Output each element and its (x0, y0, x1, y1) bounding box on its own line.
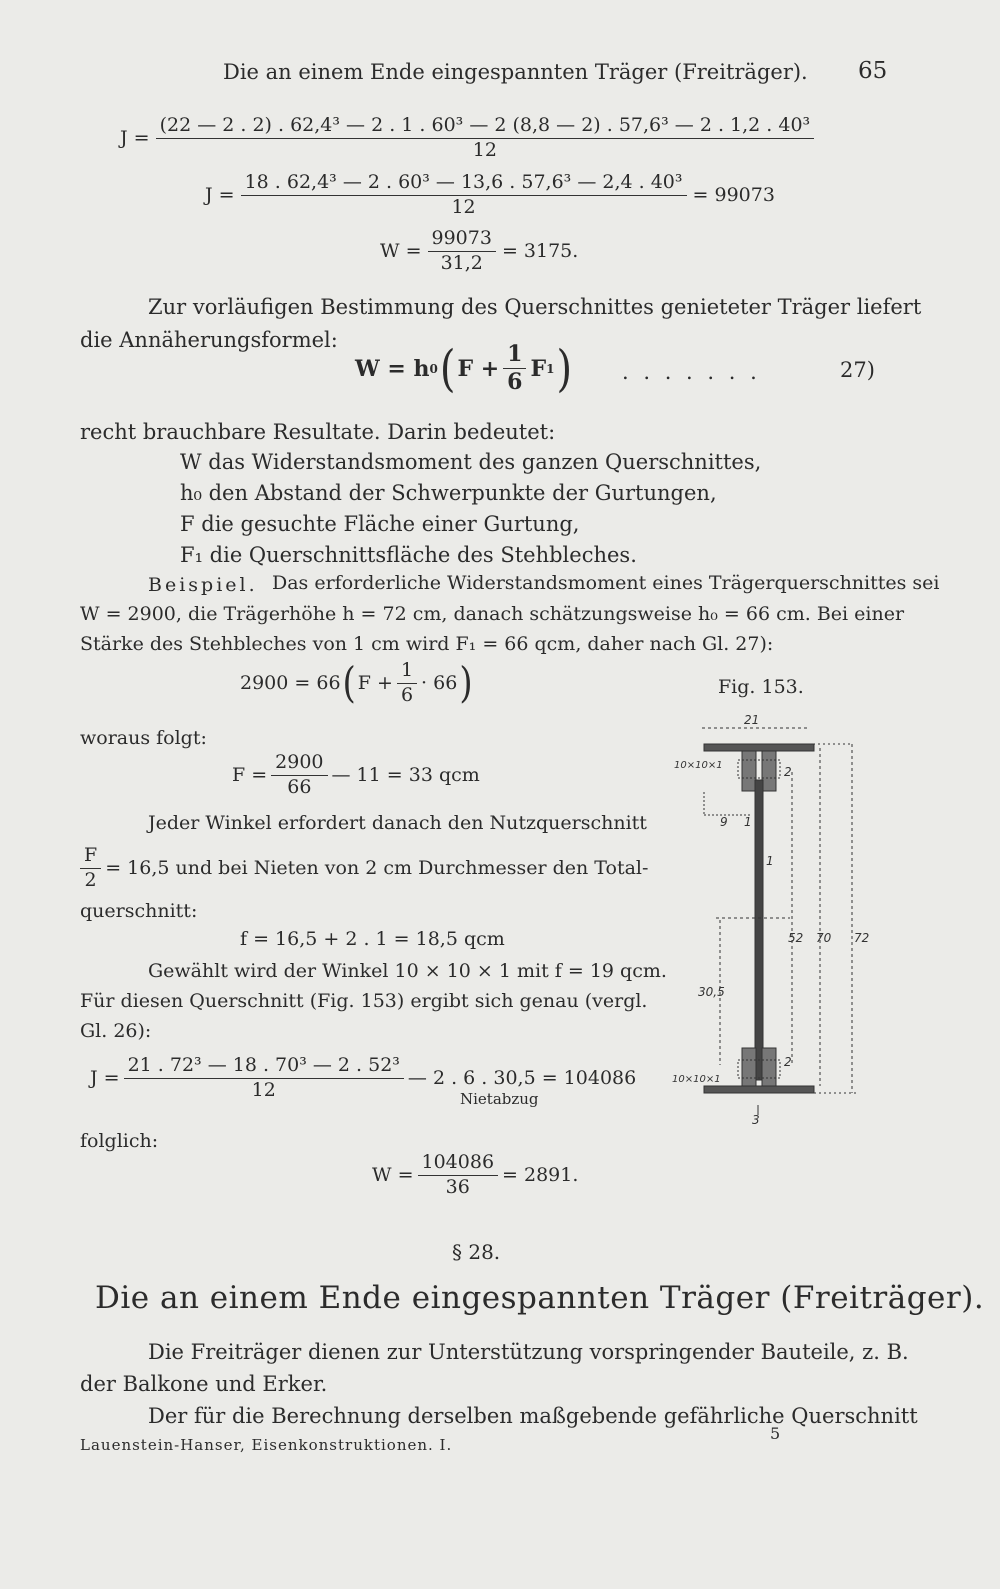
paragraph-line: Der für die Berechnung derselben maßgebende gefährliche Querschnitt (148, 1404, 918, 1428)
paragraph-line: W = 2900, die Trägerhöhe h = 72 cm, danach schätzungsweise h₀ = 66 cm. Bei einer (80, 603, 905, 625)
numerator: 104086 (418, 1152, 499, 1176)
dim-label-52: 52 (788, 931, 804, 945)
numerator: 18 . 62,4³ — 2 . 60³ — 13,6 . 57,6³ — 2,4 . 40³ (241, 172, 687, 196)
paragraph-line: Zur vorläufigen Bestimmung des Querschnittes genieteter Träger liefert (148, 295, 922, 319)
paren-open: ( (342, 658, 356, 709)
paragraph-line: die Annäherungsformel: (80, 328, 338, 352)
angle-label-bottom: 10×10×1 (672, 1074, 721, 1085)
w-label: W = (380, 240, 422, 263)
denominator: 6 (400, 683, 414, 706)
dim-label-3: 3 (752, 1113, 760, 1127)
equation-f (232, 752, 480, 799)
definition-item: h₀ den Abstand der Schwerpunkte der Gurtungen, (180, 481, 717, 505)
running-title: Die an einem Ende eingespannten Träger (Freiträger). (223, 60, 808, 84)
numerator: 21 . 72³ — 18 . 70³ — 2 . 52³ (124, 1055, 404, 1079)
paragraph-line: Die Freiträger dienen zur Unterstützung vorspringender Bauteile, z. B. (148, 1340, 909, 1364)
fraction (80, 845, 101, 892)
fraction (397, 660, 417, 707)
paragraph-line: Stärke des Stehbleches von 1 cm wird F₁ = 66 qcm, daher nach Gl. 27): (80, 633, 774, 655)
bottom-flange-plate (704, 1086, 814, 1093)
definition-item: F₁ die Querschnittsfläche des Stehbleches. (180, 543, 637, 567)
numerator: 99073 (428, 228, 496, 252)
dim-label-1a: 1 (744, 815, 752, 829)
footer-signature: Lauenstein-Hanser, Eisenkonstruktionen. I. (80, 1436, 453, 1454)
formula-f1: F (530, 355, 547, 382)
example-label: Beispiel. (148, 574, 258, 596)
equation-j-final (90, 1055, 636, 1102)
numerator: 2900 (271, 752, 327, 776)
eq-tail: = 2891. (502, 1164, 579, 1187)
page-number: 65 (858, 58, 888, 84)
eq-left: 2900 = 66 (240, 672, 341, 695)
paren-close: ) (556, 340, 573, 398)
fraction (124, 1055, 404, 1102)
dim-label-70: 70 (816, 931, 832, 945)
nietabzug-note: Nietabzug (460, 1090, 539, 1108)
definition-item: F die gesuchte Fläche einer Gurtung, (180, 512, 580, 536)
denominator: 12 (451, 195, 476, 218)
result: = 3175. (501, 240, 579, 263)
top-angle-right (762, 751, 776, 791)
paragraph-line: Für diesen Querschnitt (Fig. 153) ergibt sich genau (vergl. (80, 990, 648, 1012)
bottom-angle-left (742, 1048, 756, 1088)
equation-2900 (240, 660, 475, 707)
paragraph-line: Gewählt wird der Winkel 10 × 10 × 1 mit f = 19 qcm. (148, 960, 667, 982)
j-label: J = (120, 127, 150, 150)
fraction (418, 1152, 499, 1199)
sheet-number: 5 (770, 1424, 781, 1443)
numerator: F (80, 845, 101, 869)
paragraph-line: Jeder Winkel erfordert danach den Nutzquerschnitt (148, 812, 647, 834)
paragraph-line: recht brauchbare Resultate. Darin bedeutet: (80, 420, 556, 444)
leader-dots: . . . . . . . (622, 360, 761, 384)
formula-lhs: W = h (355, 355, 430, 382)
fraction (271, 752, 327, 799)
definition-item: W das Widerstandsmoment des ganzen Querschnittes, (180, 450, 762, 474)
paragraph-line: der Balkone und Erker. (80, 1372, 328, 1396)
denominator: 31,2 (440, 251, 483, 274)
web-plate (755, 780, 763, 1080)
top-angle-left (742, 751, 756, 791)
subscript: 1 (546, 361, 555, 376)
paragraph-line: woraus folgt: (80, 727, 207, 749)
section-title: Die an einem Ende eingespannten Träger (Freiträger). (95, 1280, 985, 1316)
eq-tail: — 2 . 6 . 30,5 = 104086 (407, 1067, 637, 1090)
fraction (428, 228, 496, 275)
denominator: 6 (507, 369, 523, 396)
dim-label-21: 21 (744, 713, 760, 727)
formula-f: F + (457, 355, 500, 382)
paragraph-line: Gl. 26): (80, 1020, 152, 1042)
angle-label-top: 10×10×1 (674, 760, 723, 771)
equation-f-half (80, 845, 648, 892)
numerator: (22 — 2 . 2) . 62,4³ — 2 . 1 . 60³ — 2 (8,8 — 2) . 57,6³ — 2 . 1,2 . 40³ (156, 115, 815, 139)
formula-27 (355, 342, 574, 396)
equation-j-1 (120, 115, 814, 162)
dim-label-2-top: 2 (784, 765, 792, 779)
denominator: 12 (251, 1078, 276, 1101)
dim-label-72: 72 (854, 931, 870, 945)
figure-label: Fig. 153. (718, 676, 804, 698)
paren-open: ( (439, 340, 456, 398)
dim-label-1b: 1 (766, 854, 774, 868)
dim-label-9: 9 (720, 815, 728, 829)
eq-left: F = (232, 764, 268, 787)
eq-tail: — 11 = 33 qcm (331, 764, 480, 787)
paren-close: ) (459, 658, 473, 709)
eq-tail: · 66 (421, 672, 458, 695)
eq-tail: = 16,5 und bei Nieten von 2 cm Durchmesser den Total- (105, 857, 649, 880)
bottom-angle-right (762, 1048, 776, 1088)
numerator: 1 (397, 660, 417, 684)
denominator: 66 (287, 775, 312, 798)
denominator: 36 (445, 1175, 470, 1198)
denominator: 2 (84, 868, 97, 891)
j-label: J = (205, 184, 235, 207)
eq-left: W = (372, 1164, 414, 1187)
equation-w-1 (380, 228, 584, 275)
top-flange-plate (704, 744, 814, 751)
section-number: § 28. (452, 1240, 501, 1264)
equation-j-2 (205, 172, 781, 219)
result: = 99073 (692, 184, 775, 207)
fraction (241, 172, 687, 219)
paragraph-line: Das erforderliche Widerstandsmoment eines Trägerquerschnittes sei (272, 572, 940, 594)
equation-f-total: f = 16,5 + 2 . 1 = 18,5 qcm (240, 928, 505, 950)
equation-number: 27) (840, 358, 875, 382)
numerator: 1 (503, 342, 526, 369)
denominator: 12 (472, 138, 497, 161)
eq-f: F + (357, 672, 393, 695)
fraction (503, 342, 526, 396)
subscript: 0 (429, 361, 438, 376)
paragraph-line: querschnitt: (80, 900, 198, 922)
figure-153-i-beam (672, 713, 890, 1130)
dim-label-305: 30,5 (698, 985, 725, 999)
paragraph-line: folglich: (80, 1130, 159, 1152)
fraction (156, 115, 815, 162)
equation-w-final (372, 1152, 578, 1199)
eq-left: J = (90, 1067, 120, 1090)
dim-label-2-bottom: 2 (784, 1055, 792, 1069)
